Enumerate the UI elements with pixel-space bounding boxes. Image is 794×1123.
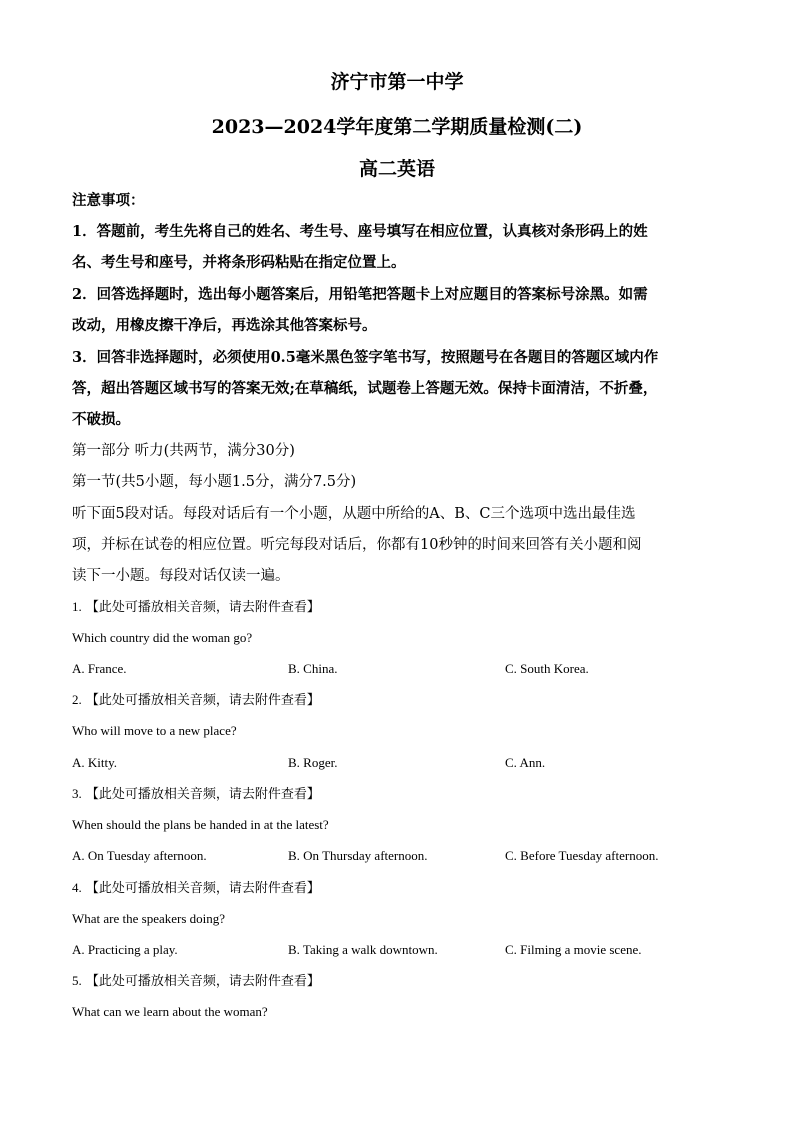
question-1-text: Which country did the woman go?	[72, 630, 253, 645]
school-title: 济宁市第一中学	[330, 71, 464, 93]
notes-line-1: 1．答题前，考生先将自己的姓名、考生号、座号填写在相应位置，认真核对条形码上的姓	[72, 223, 648, 240]
question-4-option-c: C. Filming a movie scene.	[505, 942, 642, 957]
question-3-text: When should the plans be handed in at the latest?	[72, 817, 329, 832]
question-3-option-b: B. On Thursday afternoon.	[288, 848, 428, 863]
question-4-text: What are the speakers doing?	[72, 911, 226, 926]
audio-note: 【此处可播放相关音频，请去附件查看】	[85, 974, 320, 989]
question-3-header	[72, 785, 320, 804]
question-2-option-c: C. Ann.	[505, 755, 546, 770]
question-1-option-b: B. China.	[288, 661, 338, 676]
question-4-option-a: A. Practicing a play.	[72, 942, 178, 957]
audio-note: 【此处可播放相关音频，请去附件查看】	[85, 693, 320, 708]
audio-note: 【此处可播放相关音频，请去附件查看】	[85, 600, 320, 615]
notes-line-7: 不破损。	[72, 411, 130, 428]
question-5-header	[72, 972, 320, 991]
instructions-line-3: 读下一小题。每段对话仅读一遍。	[72, 568, 290, 584]
question-3-option-a: A. On Tuesday afternoon.	[72, 848, 207, 863]
question-4-option-b: B. Taking a walk downtown.	[288, 942, 438, 957]
exam-title: 2023—2024学年度第二学期质量检测(二)	[211, 116, 583, 138]
notes-line-2: 名、考生号和座号，并将条形码粘贴在指定位置上。	[72, 254, 406, 271]
section1-title: 第一节(共5小题，每小题1.5分，满分7.5分)	[72, 474, 357, 490]
question-number: 4.	[72, 880, 82, 895]
question-1-option-a: A. France.	[72, 661, 127, 676]
question-1-option-c: C. South Korea.	[505, 661, 589, 676]
notes-heading: 注意事项：	[72, 192, 145, 209]
question-number: 2.	[72, 692, 82, 707]
question-2-text: Who will move to a new place?	[72, 723, 237, 738]
instructions-line-1: 听下面5段对话。每段对话后有一个小题，从题中所给的A、B、C三个选项中选出最佳选	[72, 506, 636, 522]
question-2-option-b: B. Roger.	[288, 755, 338, 770]
question-number: 3.	[72, 786, 82, 801]
audio-note: 【此处可播放相关音频，请去附件查看】	[85, 787, 320, 802]
notes-line-5: 3．回答非选择题时，必须使用0.5毫米黑色签字笔书写，按照题号在各题目的答题区域内作	[72, 349, 659, 366]
audio-note: 【此处可播放相关音频，请去附件查看】	[85, 881, 320, 896]
question-1-header	[72, 598, 320, 617]
notes-line-6: 答，超出答题区域书写的答案无效;在草稿纸，试题卷上答题无效。保持卡面清洁，不折叠，	[72, 380, 658, 397]
question-number: 1.	[72, 599, 82, 614]
notes-line-3: 2．回答选择题时，选出每小题答案后，用铅笔把答题卡上对应题目的答案标号涂黑。如需	[72, 286, 648, 303]
question-3-option-c: C. Before Tuesday afternoon.	[505, 848, 659, 863]
notes-line-4: 改动，用橡皮擦干净后，再选涂其他答案标号。	[72, 317, 377, 334]
question-5-text: What can we learn about the woman?	[72, 1004, 268, 1019]
instructions-line-2: 项，并标在试卷的相应位置。听完每段对话后，你都有10秒钟的时间来回答有关小题和阅	[72, 537, 642, 553]
question-2-header	[72, 691, 320, 710]
question-number: 5.	[72, 973, 82, 988]
question-2-option-a: A. Kitty.	[72, 755, 118, 770]
part1-title: 第一部分 听力(共两节，满分30分)	[72, 443, 295, 459]
question-4-header	[72, 879, 320, 898]
subject-title: 高二英语	[358, 158, 435, 180]
